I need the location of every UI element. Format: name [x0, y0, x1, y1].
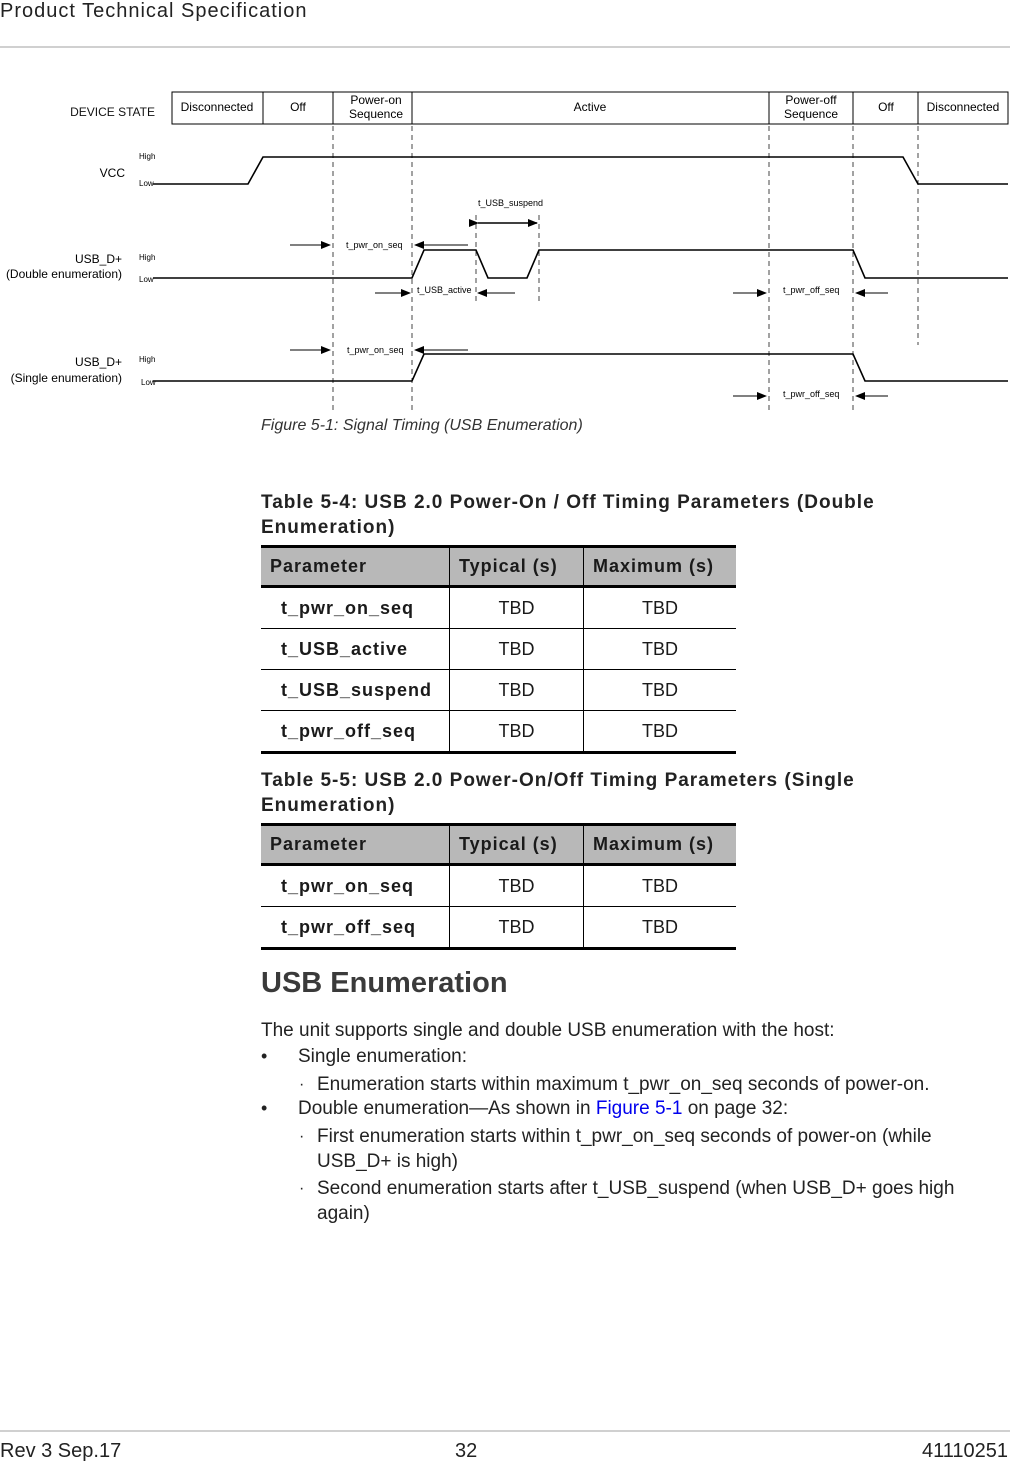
table-row [261, 587, 736, 629]
bullet-text-suffix: on page 32: [682, 1098, 789, 1119]
typical-cell: TBD [450, 587, 584, 629]
header-divider [0, 46, 1010, 48]
maximum-cell: TBD [584, 865, 737, 907]
maximum-cell: TBD [584, 587, 737, 629]
table-5-4 [261, 545, 736, 754]
section-intro: The unit supports single and double USB enumeration with the host: [261, 1020, 835, 1041]
footer-doc-number: 41110251 [921, 1440, 1008, 1462]
table-5-5-title: Table 5-5: USB 2.0 Power-On/Off Timing Parameters (Single Enumeration) [261, 770, 855, 816]
maximum-cell: TBD [584, 711, 737, 753]
signal-timing-diagram [0, 80, 1010, 415]
table-5-5 [261, 823, 736, 950]
footer-page-number: 32 [455, 1440, 478, 1462]
param-cell: t_pwr_off_seq [261, 907, 450, 949]
usb-double-low-label: Low [139, 275, 154, 284]
figure-5-1-link[interactable]: Figure 5-1 [595, 1098, 683, 1119]
t-usb-suspend-label: t_USB_suspend [478, 198, 544, 208]
vcc-label: VCC [99, 166, 125, 180]
table-row [261, 907, 736, 949]
usb-double-label-2: (Double enumeration) [5, 267, 122, 281]
table-row [261, 670, 736, 711]
bullet-text: Single enumeration: [298, 1046, 467, 1067]
t-usb-active-label: t_USB_active [417, 285, 472, 295]
bullet-text-prefix: Double enumeration—As shown in [298, 1098, 596, 1119]
column-header-maximum: Maximum (s) [584, 547, 737, 587]
state-off-2: Off [878, 100, 894, 114]
maximum-cell: TBD [584, 907, 737, 949]
page-header-title: Product Technical Specification [0, 0, 308, 22]
bullet-text [298, 1098, 788, 1120]
footer-revision: Rev 3 Sep.17 [0, 1440, 122, 1462]
table-header-row [261, 825, 736, 865]
table-header-row [261, 547, 736, 587]
t-pwr-on-seq-label-2: t_pwr_on_seq [347, 345, 404, 355]
figure-caption: Figure 5-1: Signal Timing (USB Enumeration) [261, 417, 583, 434]
column-header-typical: Typical (s) [450, 825, 584, 865]
param-cell: t_USB_suspend [261, 670, 450, 711]
usb-single-high-label: High [139, 355, 156, 364]
usb-single-label-2: (Single enumeration) [10, 371, 122, 385]
bullet-dot-icon: • [261, 1046, 268, 1066]
t-pwr-on-seq-label-1: t_pwr_on_seq [346, 240, 403, 250]
usb-double-waveform [153, 250, 1008, 278]
phase-boundary-lines [333, 126, 918, 410]
sub-bullet-dot-icon: · [299, 1180, 305, 1197]
table-5-4-title: Table 5-4: USB 2.0 Power-On / Off Timing Parameters (Double Enumeration) [261, 492, 875, 538]
maximum-cell: TBD [584, 629, 737, 670]
usb-double-high-label: High [139, 253, 156, 262]
sub-bullet-dot-icon: · [299, 1128, 305, 1145]
usb-single-waveform [153, 354, 1008, 381]
param-cell: t_pwr_off_seq [261, 711, 450, 753]
state-off-1: Off [290, 100, 306, 114]
param-cell: t_USB_active [261, 629, 450, 670]
state-power-off-line2: Sequence [783, 107, 839, 121]
state-disconnected-2: Disconnected [926, 100, 1000, 114]
state-power-on-line1: Power-on [350, 93, 402, 107]
bullet-dot-icon: • [261, 1098, 268, 1118]
footer-divider [0, 1430, 1010, 1432]
vcc-low-label: Low [139, 179, 154, 188]
typical-cell: TBD [450, 629, 584, 670]
usb-single-label-1: USB_D+ [74, 355, 122, 369]
typical-cell: TBD [450, 907, 584, 949]
sub-bullet-dot-icon: · [299, 1076, 305, 1093]
table-row [261, 629, 736, 670]
state-active: Active [573, 100, 607, 114]
usb-double-label-1: USB_D+ [74, 252, 122, 266]
column-header-typical: Typical (s) [450, 547, 584, 587]
param-cell: t_pwr_on_seq [261, 587, 450, 629]
t-pwr-off-seq-label-2: t_pwr_off_seq [783, 389, 840, 399]
maximum-cell: TBD [584, 670, 737, 711]
usb-single-low-label: Low [141, 378, 156, 387]
table-row [261, 711, 736, 753]
t-pwr-off-seq-label-1: t_pwr_off_seq [783, 285, 840, 295]
state-power-off-line1: Power-off [785, 93, 837, 107]
column-header-maximum: Maximum (s) [584, 825, 737, 865]
param-cell: t_pwr_on_seq [261, 865, 450, 907]
table-row [261, 865, 736, 907]
sub-bullet-text: Enumeration starts within maximum t_pwr_on_seq seconds of power-on. [317, 1074, 930, 1095]
state-disconnected-1: Disconnected [180, 100, 254, 114]
column-header-parameter: Parameter [270, 556, 368, 576]
column-header-parameter: Parameter [270, 834, 368, 854]
sub-bullet-text: Second enumeration starts after t_USB_suspend (when USB_D+ goes high again) [317, 1178, 955, 1224]
typical-cell: TBD [450, 670, 584, 711]
typical-cell: TBD [450, 865, 584, 907]
sub-bullet-text: First enumeration starts within t_pwr_on_seq seconds of power-on (while USB_D+ is high) [317, 1126, 932, 1172]
vcc-high-label: High [139, 152, 156, 161]
vcc-waveform [153, 157, 1008, 184]
device-state-label: DEVICE STATE [70, 105, 155, 119]
state-power-on-line2: Sequence [348, 107, 404, 121]
section-title: USB Enumeration [261, 967, 508, 999]
typical-cell: TBD [450, 711, 584, 753]
